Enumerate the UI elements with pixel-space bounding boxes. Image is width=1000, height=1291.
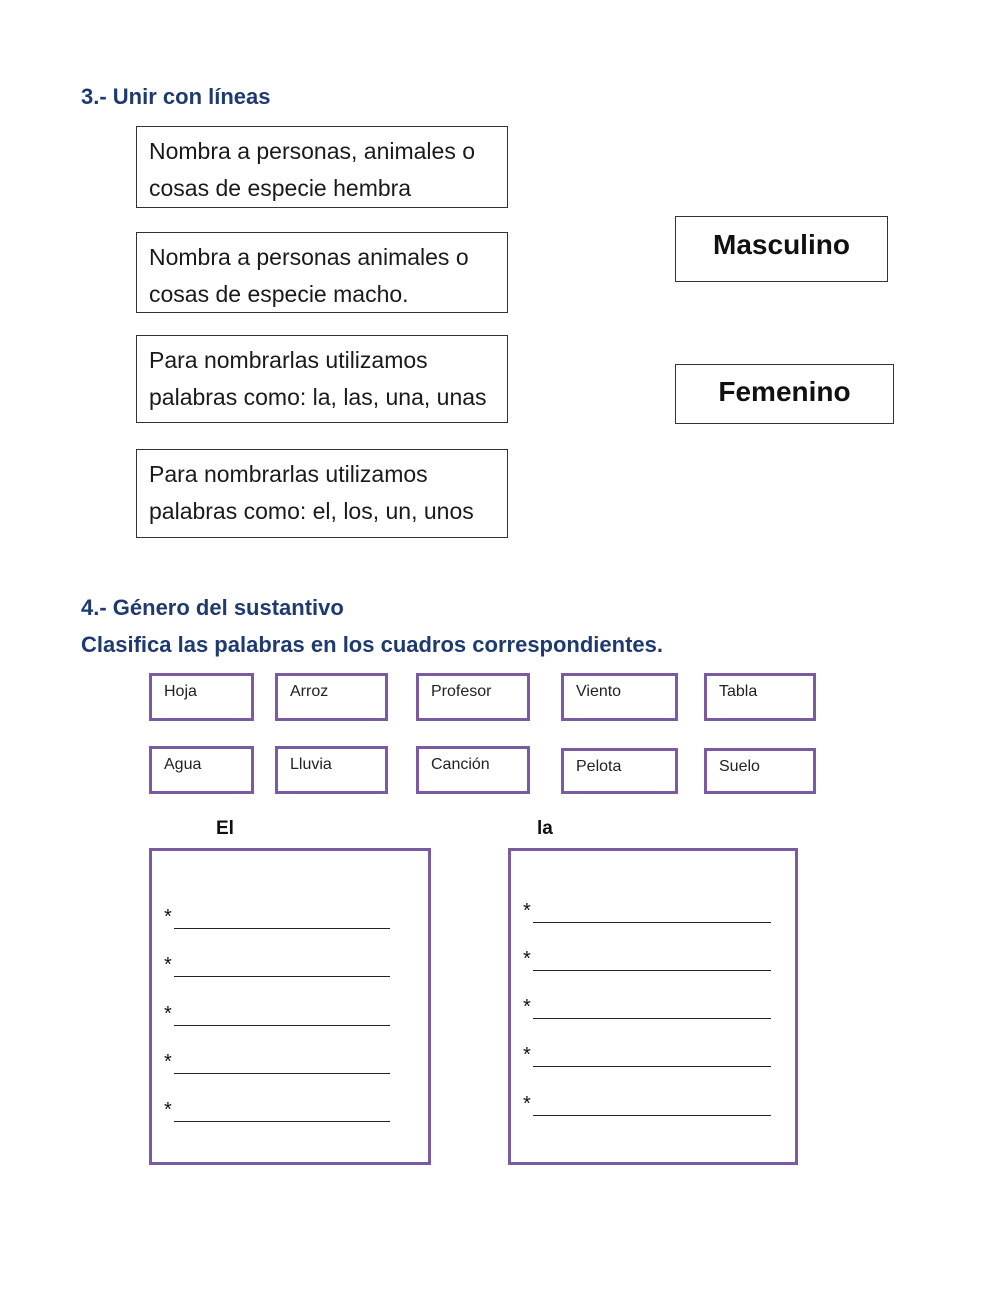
section4-instruction: Clasifica las palabras en los cuadros correspondientes.: [81, 632, 664, 657]
gender-femenino-box[interactable]: Femenino: [675, 364, 894, 424]
section3-title: 3.- Unir con líneas: [81, 84, 271, 109]
column-title-la: la: [537, 818, 553, 839]
section4-title: 4.- Género del sustantivo: [81, 595, 344, 620]
definition-box-1[interactable]: [136, 126, 508, 208]
answer-line[interactable]: [164, 906, 390, 929]
answer-line[interactable]: [164, 1003, 390, 1026]
answer-line[interactable]: [523, 1044, 771, 1067]
definition-line: palabras como: el, los, un, unos: [149, 498, 474, 524]
bullet-mark: *: [164, 1099, 172, 1121]
word-box[interactable]: Hoja: [149, 673, 254, 721]
answer-line[interactable]: [164, 1099, 390, 1122]
word-box[interactable]: Canción: [416, 746, 530, 794]
bullet-mark: *: [523, 1093, 531, 1115]
definition-line: palabras como: la, las, una, unas: [149, 384, 487, 410]
definition-line: Nombra a personas, animales o: [149, 138, 475, 164]
word-box[interactable]: Viento: [561, 673, 678, 721]
definition-line: Para nombrarlas utilizamos: [149, 461, 428, 487]
definition-box-3[interactable]: [136, 335, 508, 423]
answer-line[interactable]: [164, 954, 390, 977]
answer-line[interactable]: [523, 900, 771, 923]
definition-box-2[interactable]: [136, 232, 508, 313]
answer-line[interactable]: [523, 1093, 771, 1116]
bullet-mark: *: [523, 948, 531, 970]
bullet-mark: *: [523, 996, 531, 1018]
bullet-mark: *: [164, 1003, 172, 1025]
bullet-mark: *: [523, 900, 531, 922]
definition-line: Para nombrarlas utilizamos: [149, 347, 428, 373]
gender-masculino-box[interactable]: Masculino: [675, 216, 888, 282]
word-box[interactable]: Suelo: [704, 748, 816, 794]
word-box[interactable]: Profesor: [416, 673, 530, 721]
word-box[interactable]: Tabla: [704, 673, 816, 721]
definition-line: cosas de especie macho.: [149, 281, 409, 307]
word-box[interactable]: Arroz: [275, 673, 388, 721]
bullet-mark: *: [164, 906, 172, 928]
bullet-mark: *: [164, 954, 172, 976]
answer-line[interactable]: [523, 996, 771, 1019]
bullet-mark: *: [523, 1044, 531, 1066]
definition-line: Nombra a personas animales o: [149, 244, 469, 270]
answer-line[interactable]: [164, 1051, 390, 1074]
word-box[interactable]: Pelota: [561, 748, 678, 794]
bullet-mark: *: [164, 1051, 172, 1073]
definition-line: cosas de especie hembra: [149, 175, 412, 201]
word-box[interactable]: Agua: [149, 746, 254, 794]
definition-box-4[interactable]: [136, 449, 508, 538]
column-title-el: El: [216, 818, 234, 839]
answer-line[interactable]: [523, 948, 771, 971]
word-box[interactable]: Lluvia: [275, 746, 388, 794]
